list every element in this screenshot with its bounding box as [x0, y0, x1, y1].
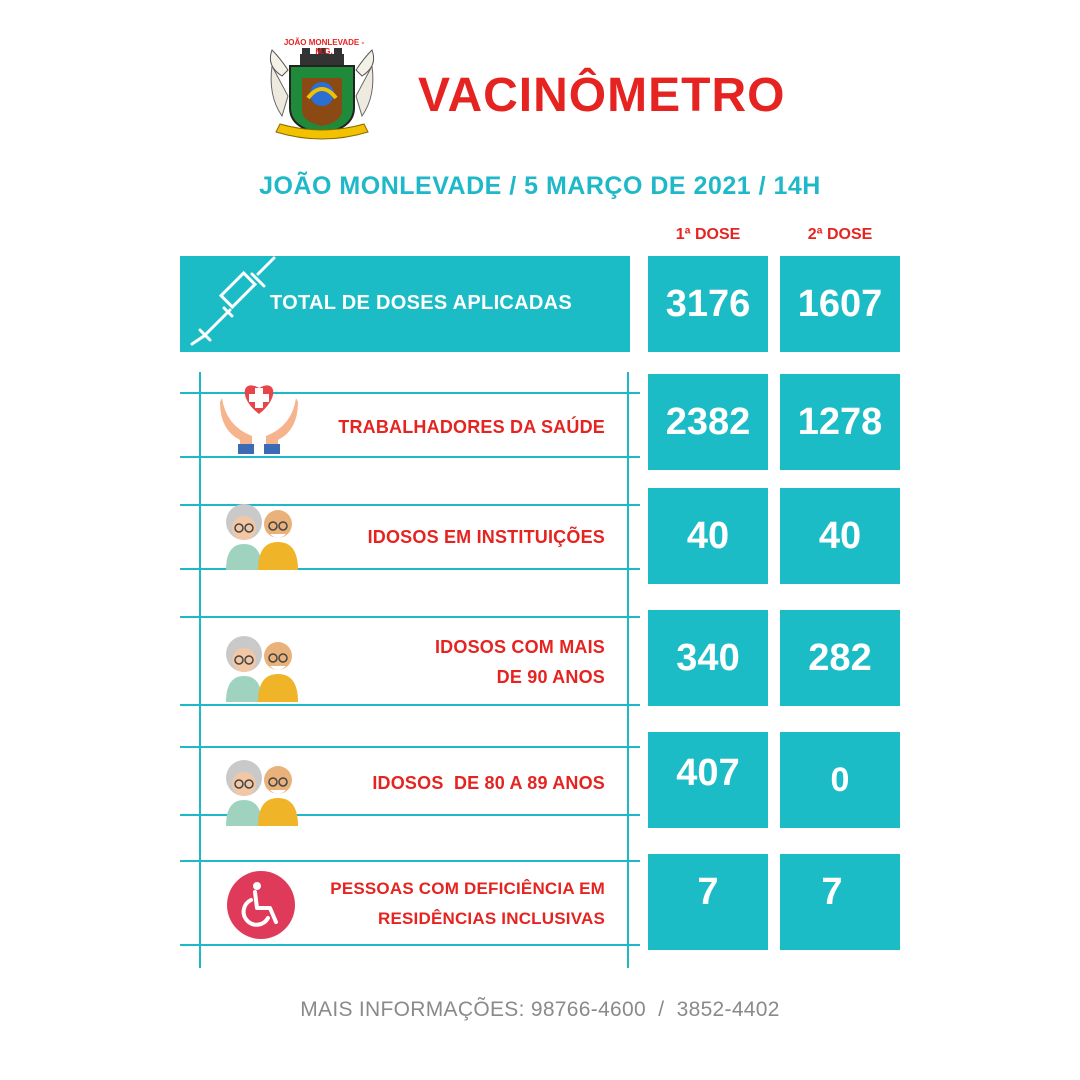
- row-label-disabilities: [330, 874, 605, 934]
- syringe-icon: [186, 256, 276, 348]
- row-disabilities-dose1: [648, 854, 768, 950]
- row-label-elderly-90: [435, 632, 605, 692]
- row-institutions-dose1-number: 40: [686, 514, 730, 557]
- row-institutions-dose2-number: 40: [818, 514, 862, 557]
- grid-line-left: [199, 372, 201, 968]
- row-label-elderly-80-89: [372, 768, 605, 798]
- elderly-couple-icon: [222, 756, 300, 826]
- row-label-line: TRABALHADORES DA SAÚDE: [338, 417, 605, 437]
- grid-line: [180, 944, 640, 946]
- total-dose2-value: [780, 256, 900, 352]
- row-label-line: PESSOAS COM DEFICIÊNCIA EM: [330, 879, 605, 898]
- total-dose1-number: 3176: [665, 282, 751, 325]
- row-90plus-dose2: [780, 610, 900, 706]
- grid-line: [180, 704, 640, 706]
- row-90plus-dose2-number: 282: [808, 636, 872, 679]
- row-health-dose2: [780, 374, 900, 470]
- row-disabilities-dose2: [780, 854, 900, 950]
- row-label-health-workers: [338, 412, 605, 442]
- row-disabilities-dose2-number: 7: [821, 870, 843, 913]
- total-dose2-number: 1607: [797, 282, 883, 325]
- heart-hands-icon: [218, 374, 300, 456]
- grid-line: [180, 746, 640, 748]
- row-90plus-dose1: [648, 610, 768, 706]
- row-90plus-dose1-number: 340: [676, 636, 740, 679]
- emblem-text: JOÃO MONLEVADE - M.G.: [283, 38, 365, 56]
- row-80-89-dose2-number: 0: [830, 760, 850, 799]
- grid-line: [180, 456, 640, 458]
- row-80-89-dose1-number: 407: [676, 751, 740, 794]
- elderly-couple-icon: [222, 632, 300, 702]
- grid-line: [180, 616, 640, 618]
- row-label-elderly-institutions: [368, 522, 605, 552]
- row-label-line: DE 90 ANOS: [496, 667, 605, 687]
- row-label-line: IDOSOS COM MAIS: [434, 637, 605, 657]
- row-health-dose2-number: 1278: [797, 400, 883, 443]
- row-health-dose1-number: 2382: [665, 400, 751, 443]
- column-header-dose2: 2ª DOSE: [807, 226, 873, 243]
- footer-contact: [0, 998, 1080, 1022]
- page-title: VACINÔMETRO: [418, 69, 786, 122]
- total-label: TOTAL DE DOSES APLICADAS: [270, 292, 573, 314]
- row-institutions-dose2: [780, 488, 900, 584]
- elderly-couple-icon: [222, 500, 300, 570]
- row-label-line: IDOSOS DE 80 A 89 ANOS: [372, 773, 605, 793]
- row-disabilities-dose1-number: 7: [697, 870, 719, 913]
- page-subtitle: JOÃO MONLEVADE / 5 MARÇO DE 2021 / 14H: [259, 172, 821, 200]
- row-label-line: RESIDÊNCIAS INCLUSIVAS: [377, 909, 605, 928]
- grid-line-right: [627, 372, 629, 968]
- row-institutions-dose1: [648, 488, 768, 584]
- grid-line: [180, 860, 640, 862]
- total-dose1-value: [648, 256, 768, 352]
- column-header-dose1: 1ª DOSE: [675, 226, 741, 243]
- row-label-line: IDOSOS EM INSTITUIÇÕES: [367, 527, 605, 547]
- row-80-89-dose1: [648, 732, 768, 828]
- wheelchair-icon: [224, 868, 298, 942]
- row-health-dose1: [648, 374, 768, 470]
- footer-text: MAIS INFORMAÇÕES: 98766-4600 / 3852-4402: [300, 998, 780, 1021]
- row-80-89-dose2: [780, 732, 900, 828]
